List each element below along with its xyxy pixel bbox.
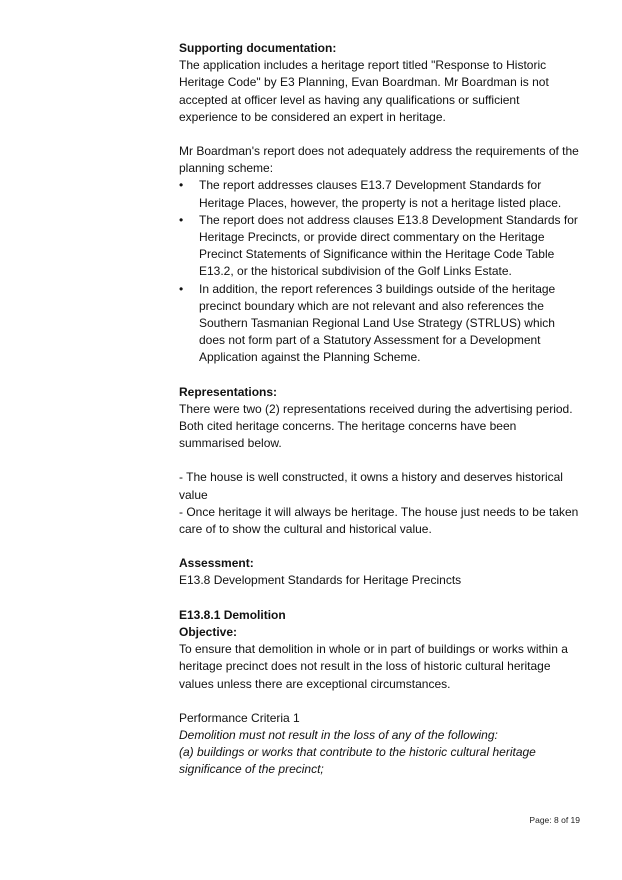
document-page xyxy=(179,40,579,779)
representations-heading: Representations: xyxy=(179,384,278,399)
performance-criteria-line: Demolition must not result in the loss of any of the following: xyxy=(179,727,498,742)
performance-criteria-heading: Performance Criteria 1 xyxy=(179,710,300,725)
supporting-paragraph-2: Mr Boardman's report does not adequately address the requirements of the planning scheme: xyxy=(179,144,579,176)
page-number: Page: 8 of 19 xyxy=(529,815,580,825)
demolition-heading: E13.8.1 Demolition xyxy=(179,607,286,622)
list-item: • The report does not address clauses E13.8 Development Standards for Heritage Precincts, or provide direct commentary on the Heritage Precinct Statements of Significance within the Heritage Code Table E13.2, or the historical subdivision of the Golf Links Estate. xyxy=(179,212,579,281)
assessment-heading: Assessment: xyxy=(179,556,254,571)
list-item: • In addition, the report references 3 buildings outside of the heritage precinct boundary which are not relevant and also references the Southern Tasmanian Regional Land Use Strategy (STRLUS) which does not form part of a Statutory Assessment for a Development Application against the Planning Scheme. xyxy=(179,281,579,367)
performance-criteria-line: (a) buildings or works that contribute to the historic cultural heritage significance of the precinct; xyxy=(179,745,536,777)
list-item: • The report addresses clauses E13.7 Development Standards for Heritage Places, however, the property is not a heritage listed place. xyxy=(179,177,579,211)
supporting-paragraph-1: The application includes a heritage report titled "Response to Historic Heritage Code" by E3 Planning, Evan Boardman. Mr Boardman is not accepted at officer level as having any qualifications or sufficient experience to be considered an expert in heritage. xyxy=(179,58,549,124)
assessment-text: E13.8 Development Standards for Heritage Precincts xyxy=(179,573,462,588)
representations-paragraph: There were two (2) representations received during the advertising period. Both cited heritage concerns. The heritage concerns have been summarised below. xyxy=(179,401,573,451)
representation-item: - Once heritage it will always be heritage. The house just needs to be taken care of to show the cultural and historical value. xyxy=(179,504,579,537)
representation-item: - The house is well constructed, it owns a history and deserves historical value xyxy=(179,470,563,502)
objective-text: To ensure that demolition in whole or in part of buildings or works within a heritage precinct does not result in the loss of historic cultural heritage values unless there are exceptional circumstances. xyxy=(179,642,568,691)
supporting-heading: Supporting documentation: xyxy=(179,41,337,55)
objective-heading: Objective: xyxy=(179,624,238,639)
report-issues-list xyxy=(179,177,579,366)
